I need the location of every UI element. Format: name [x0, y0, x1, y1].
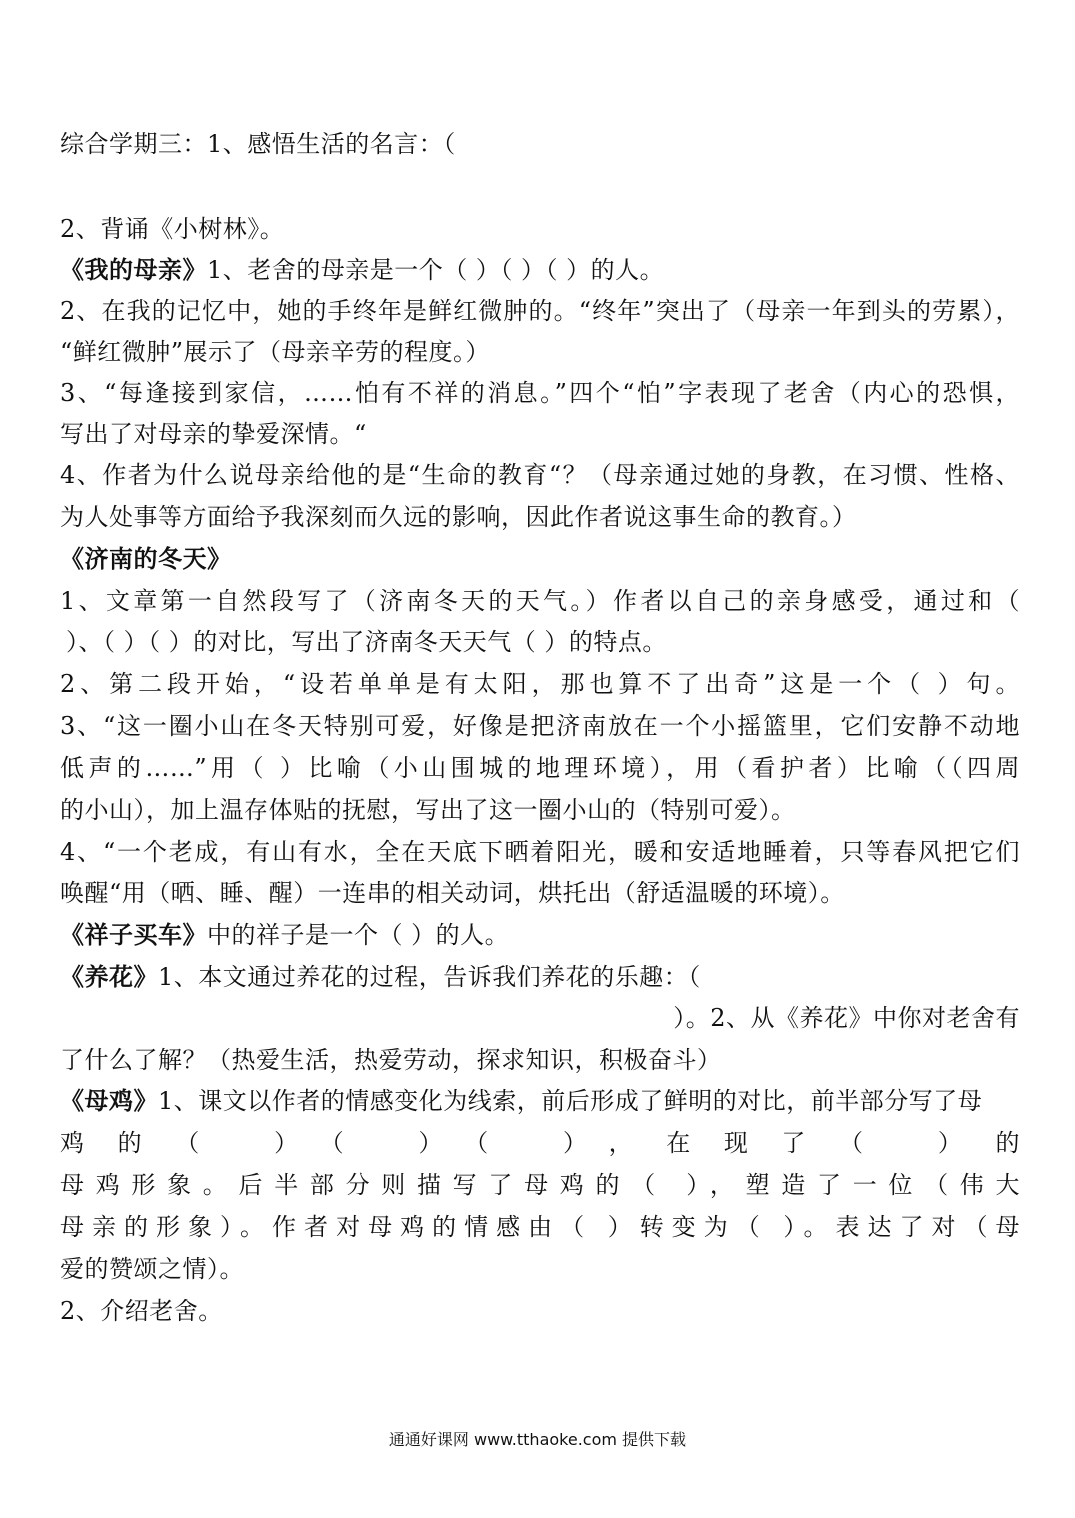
text-line: ）、（ ）（ ）的对比，写出了济南冬天天气（ ）的特点。 [66, 628, 667, 656]
text-line: 综合学期三：1、感悟生活的名言：（ [60, 130, 456, 158]
text-line: 为人处事等方面给予我深刻而久远的影响，因此作者说这事生命的教育。） [60, 503, 857, 531]
text-line: 2、背诵《小树林》。 [60, 215, 285, 243]
text-line: 写出了对母亲的挚爱深情。“ [60, 420, 367, 448]
text-line [60, 1087, 1020, 1115]
text-line: 鸡的（ ）（ ）（ ），在现了（ ）的 [60, 1129, 1020, 1157]
text-line: 3、“每逢接到家信，……怕有不祥的消息。”四个“怕”字表现了老舍（内心的恐惧， [60, 379, 1020, 407]
text-line [60, 963, 1020, 991]
text-line [60, 921, 1020, 949]
text-line: 2、在我的记忆中，她的手终年是鲜红微肿的。“终年”突出了（母亲一年到头的劳累）， [60, 297, 1020, 325]
text-line: 低声的……”用（ ）比喻（小山围城的地理环境），用（看护者）比喻（（四周 [60, 754, 1020, 782]
text-line [60, 256, 1020, 284]
text-line: 唤醒“用（晒、睡、醒）一连串的相关动词，烘托出（舒适温暖的环境）。 [60, 879, 845, 907]
text-line: 2、介绍老舍。 [60, 1297, 223, 1325]
text-line: 2、第二段开始，“设若单单是有太阳，那也算不了出奇”这是一个（ ）句。 [60, 670, 1020, 698]
text-line: ）。2、从《养花》中你对老舍有 [673, 1004, 1020, 1032]
text-span: 1、老舍的母亲是一个（ ）（ ）（ ）的人。 [207, 256, 665, 284]
section-title-jinandedongtian: 《济南的冬天》 [60, 544, 232, 573]
text-line: 了什么了解？（热爱生活，热爱劳动，探求知识，积极奋斗） [60, 1046, 722, 1074]
text-line: 爱的赞颂之情）。 [60, 1255, 244, 1283]
section-title-yanghua: 《养花》 [60, 962, 158, 991]
text-line: 母亲的形象）。作者对母鸡的情感由（ ）转变为（ ）。表达了对（母 [60, 1213, 1020, 1241]
text-span: 1、本文通过养花的过程，告诉我们养花的乐趣：（ [158, 963, 701, 991]
text-span: 1、课文以作者的情感变化为线索，前后形成了鲜明的对比，前半部分写了母 [158, 1087, 983, 1115]
text-line: 4、“一个老成，有山有水，全在天底下晒着阳光，暖和安适地睡着，只等春风把它们 [60, 838, 1020, 866]
page-footer: 通通好课网 www.tthaoke.com 提供下载 [388, 1430, 687, 1449]
text-line: “鲜红微肿”展示了（母亲辛劳的程度。） [60, 338, 491, 366]
text-line: 4、作者为什么说母亲给他的是“生命的教育“？（母亲通过她的身教，在习惯、性格、 [60, 461, 1020, 489]
text-line: 的小山），加上温存体贴的抚慰，写出了这一圈小山的（特别可爱）。 [60, 796, 796, 824]
text-line: 3、“这一圈小山在冬天特别可爱，好像是把济南放在一个小摇篮里，它们安静不动地 [60, 712, 1020, 740]
text-line: 母鸡形象。后半部分则描写了母鸡的（ ），塑造了一位（伟大 [60, 1171, 1020, 1199]
text-span: 中的祥子是一个（ ）的人。 [207, 921, 510, 949]
section-title-xiangzimaiche: 《祥子买车》 [60, 920, 207, 949]
section-title-wodemuqin: 《我的母亲》 [60, 255, 207, 284]
text-line: 1、文章第一自然段写了（济南冬天的天气。）作者以自己的亲身感受，通过和（ [60, 587, 1020, 615]
section-title-muji: 《母鸡》 [60, 1086, 158, 1115]
